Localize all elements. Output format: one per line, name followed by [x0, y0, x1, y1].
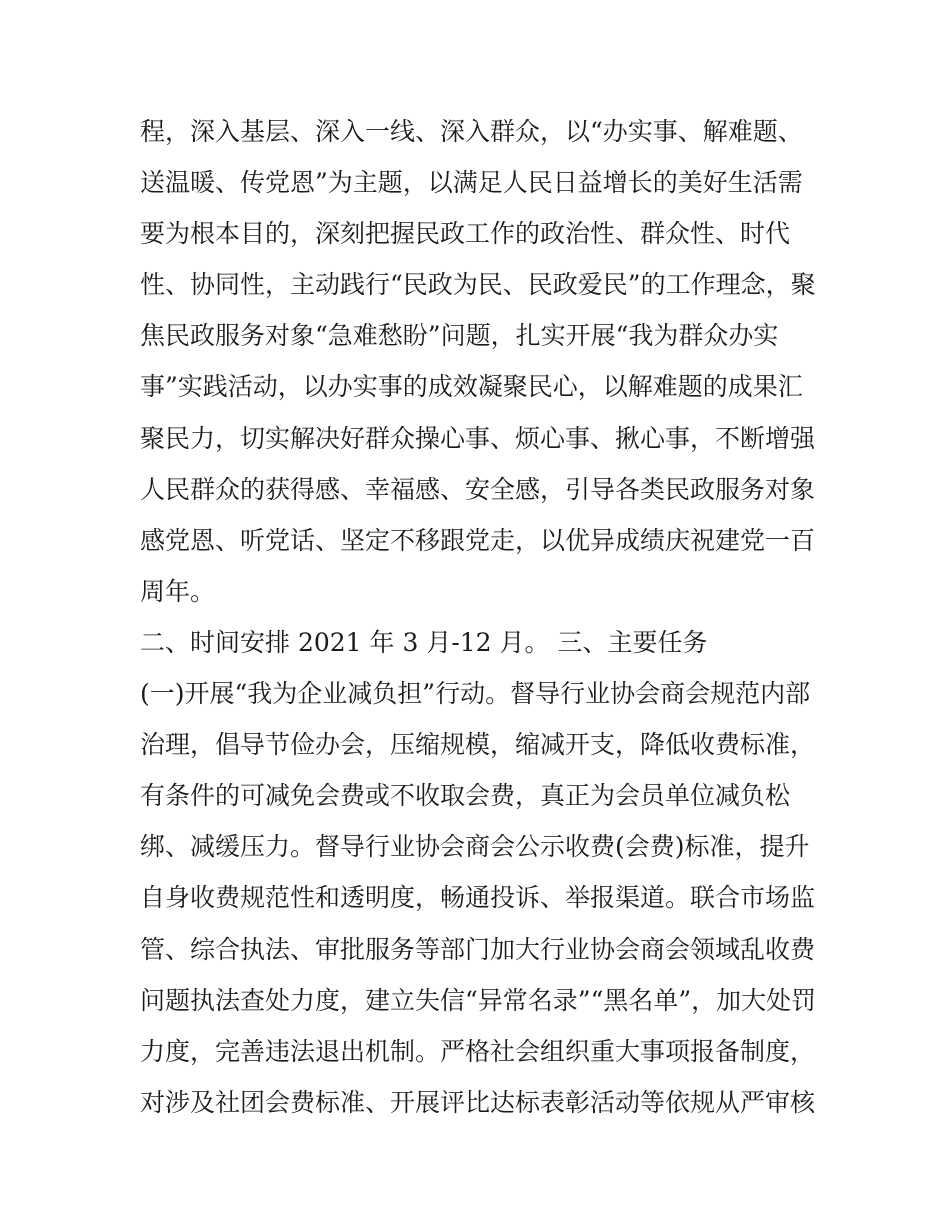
text-line-14: 有条件的可减免会费或不收取会费，真正为会员单位减负松: [140, 781, 791, 811]
text-line-19: 力度，完善违法退出机制。严格社会组织重大事项报备制度，: [140, 1036, 816, 1066]
section-heading-line: 二、时间安排 2021 年 3 月-12 月。 三、主要任务: [140, 627, 708, 657]
text-line-4: 性、协同性，主动践行“民政为民、民政爱民”的工作理念，聚: [140, 270, 816, 300]
text-line-16: 自身收费规范性和透明度，畅通投诉、举报渠道。联合市场监: [140, 883, 816, 913]
text-line-20: 对涉及社团会费标准、开展评比达标表彰活动等依规从严审核: [140, 1087, 816, 1117]
text-line-7: 聚民力，切实解决好群众操心事、烦心事、揪心事，不断增强: [140, 423, 816, 453]
text-line-2: 送温暖、传党恩”为主题，以满足人民日益增长的美好生活需: [140, 168, 803, 198]
text-line-8: 人民群众的获得感、幸福感、安全感，引导各类民政服务对象: [140, 474, 816, 504]
text-line-13: 治理，倡导节俭办会，压缩规模，缩减开支，降低收费标准，: [140, 730, 816, 760]
body-text: [140, 106, 820, 1128]
text-line-17: 管、综合执法、审批服务等部门加大行业协会商会领域乱收费: [140, 934, 816, 964]
text-line-18: 问题执法查处力度，建立失信“异常名录”“黑名单”，加大处罚: [140, 985, 817, 1015]
text-line-12: (一)开展“我为企业减负担”行动。督导行业协会商会规范内部: [140, 679, 811, 709]
text-line-5: 焦民政服务对象“急难愁盼”问题，扎实开展“我为群众办实: [140, 321, 779, 351]
text-line-6: 事”实践活动，以办实事的成效凝聚民心，以解难题的成果汇: [140, 372, 803, 402]
text-line-10: 周年。: [140, 576, 216, 606]
text-line-9: 感党恩、听党话、坚定不移跟党走，以优异成绩庆祝建党一百: [140, 525, 816, 555]
text-line-15: 绑、减缓压力。督导行业协会商会公示收费(会费)标准，提升: [140, 832, 810, 862]
text-line-1: 程，深入基层、深入一线、深入群众，以“办实事、解难题、: [140, 117, 803, 146]
text-line-3: 要为根本目的，深刻把握民政工作的政治性、群众性、时代: [140, 219, 791, 249]
